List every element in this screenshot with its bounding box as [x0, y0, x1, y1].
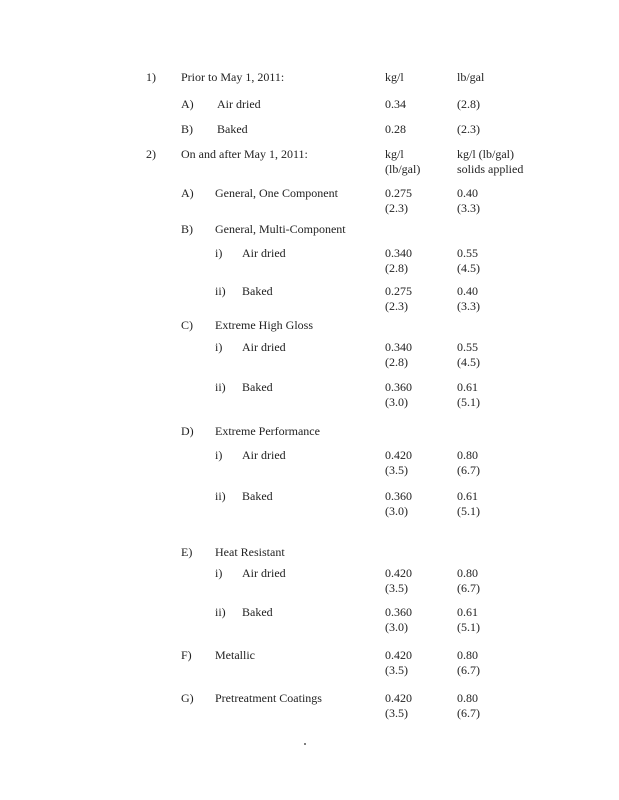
value-2-sub: (3.3): [457, 201, 480, 215]
subitem-label: Air dried: [242, 448, 286, 462]
value-2: 0.55: [457, 246, 478, 260]
section-1-item-value-1: 0.28: [385, 122, 406, 136]
subitem-key: ii): [215, 489, 226, 503]
value-1-sub: (3.0): [385, 504, 408, 518]
subitem-label: Baked: [242, 284, 273, 298]
section-1-item-key: B): [181, 122, 193, 136]
category-label: General, Multi-Component: [215, 222, 346, 236]
section-2-unit-header-1-sub: (lb/gal): [385, 162, 421, 176]
category-label: General, One Component: [215, 186, 338, 200]
value-1: 0.420: [385, 648, 412, 662]
value-2: 0.40: [457, 186, 478, 200]
subitem-key: i): [215, 246, 223, 260]
category-key: B): [181, 222, 193, 236]
value-1-sub: (3.5): [385, 706, 408, 720]
category-label: Metallic: [215, 648, 255, 662]
section-1-unit-header-2: lb/gal: [457, 70, 485, 84]
section-2-unit-header-1: kg/l: [385, 147, 404, 161]
value-2: 0.80: [457, 691, 478, 705]
category-key: F): [181, 648, 192, 662]
section-2-unit-header-2: kg/l (lb/gal): [457, 147, 514, 161]
subitem-label: Air dried: [242, 340, 286, 354]
value-1: 0.360: [385, 605, 412, 619]
section-1-unit-header-1: kg/l: [385, 70, 404, 84]
category-key: A): [181, 186, 194, 200]
category-key: E): [181, 545, 193, 559]
section-1-item-value-2: (2.8): [457, 97, 480, 111]
value-1-sub: (3.5): [385, 663, 408, 677]
section-1-item-label: Baked: [217, 122, 248, 136]
value-1: 0.340: [385, 340, 412, 354]
subitem-label: Air dried: [242, 246, 286, 260]
value-2-sub: (3.3): [457, 299, 480, 313]
category-label: Extreme Performance: [215, 424, 320, 438]
value-1-sub: (2.3): [385, 201, 408, 215]
category-key: G): [181, 691, 194, 705]
category-label: Pretreatment Coatings: [215, 691, 322, 705]
value-1: 0.360: [385, 380, 412, 394]
value-2-sub: (5.1): [457, 395, 480, 409]
value-1-sub: (3.0): [385, 620, 408, 634]
category-label: Heat Resistant: [215, 545, 285, 559]
value-2: 0.61: [457, 489, 478, 503]
subitem-key: ii): [215, 380, 226, 394]
value-2: 0.61: [457, 605, 478, 619]
value-1-sub: (3.5): [385, 581, 408, 595]
section-2-label: On and after May 1, 2011:: [181, 147, 308, 161]
value-1: 0.420: [385, 566, 412, 580]
subitem-key: ii): [215, 605, 226, 619]
subitem-key: ii): [215, 284, 226, 298]
section-1-item-label: Air dried: [217, 97, 261, 111]
value-1-sub: (2.8): [385, 261, 408, 275]
section-2-number: 2): [146, 147, 156, 161]
value-2-sub: (4.5): [457, 355, 480, 369]
section-1-label: Prior to May 1, 2011:: [181, 70, 285, 84]
section-1-number: 1): [146, 70, 156, 84]
section-2-unit-header-2-sub: solids applied: [457, 162, 524, 176]
value-1: 0.420: [385, 448, 412, 462]
value-1-sub: (2.8): [385, 355, 408, 369]
value-1: 0.420: [385, 691, 412, 705]
subitem-label: Baked: [242, 380, 273, 394]
value-2-sub: (5.1): [457, 620, 480, 634]
value-2-sub: (6.7): [457, 663, 480, 677]
subitem-key: i): [215, 566, 223, 580]
value-2: 0.40: [457, 284, 478, 298]
value-2: 0.80: [457, 448, 478, 462]
section-1-item-value-1: 0.34: [385, 97, 406, 111]
page-speck: [304, 743, 306, 745]
category-label: Extreme High Gloss: [215, 318, 313, 332]
value-2-sub: (6.7): [457, 463, 480, 477]
value-1: 0.275: [385, 284, 412, 298]
value-2-sub: (5.1): [457, 504, 480, 518]
value-2-sub: (6.7): [457, 706, 480, 720]
value-1: 0.340: [385, 246, 412, 260]
section-1-item-key: A): [181, 97, 194, 111]
subitem-label: Air dried: [242, 566, 286, 580]
value-1-sub: (3.5): [385, 463, 408, 477]
value-1: 0.360: [385, 489, 412, 503]
category-key: C): [181, 318, 193, 332]
subitem-key: i): [215, 340, 223, 354]
value-2: 0.80: [457, 566, 478, 580]
value-1: 0.275: [385, 186, 412, 200]
subitem-label: Baked: [242, 489, 273, 503]
value-2-sub: (4.5): [457, 261, 480, 275]
value-2-sub: (6.7): [457, 581, 480, 595]
value-2: 0.61: [457, 380, 478, 394]
subitem-label: Baked: [242, 605, 273, 619]
value-1-sub: (3.0): [385, 395, 408, 409]
category-key: D): [181, 424, 194, 438]
section-1-item-value-2: (2.3): [457, 122, 480, 136]
subitem-key: i): [215, 448, 223, 462]
value-2: 0.80: [457, 648, 478, 662]
value-1-sub: (2.3): [385, 299, 408, 313]
value-2: 0.55: [457, 340, 478, 354]
